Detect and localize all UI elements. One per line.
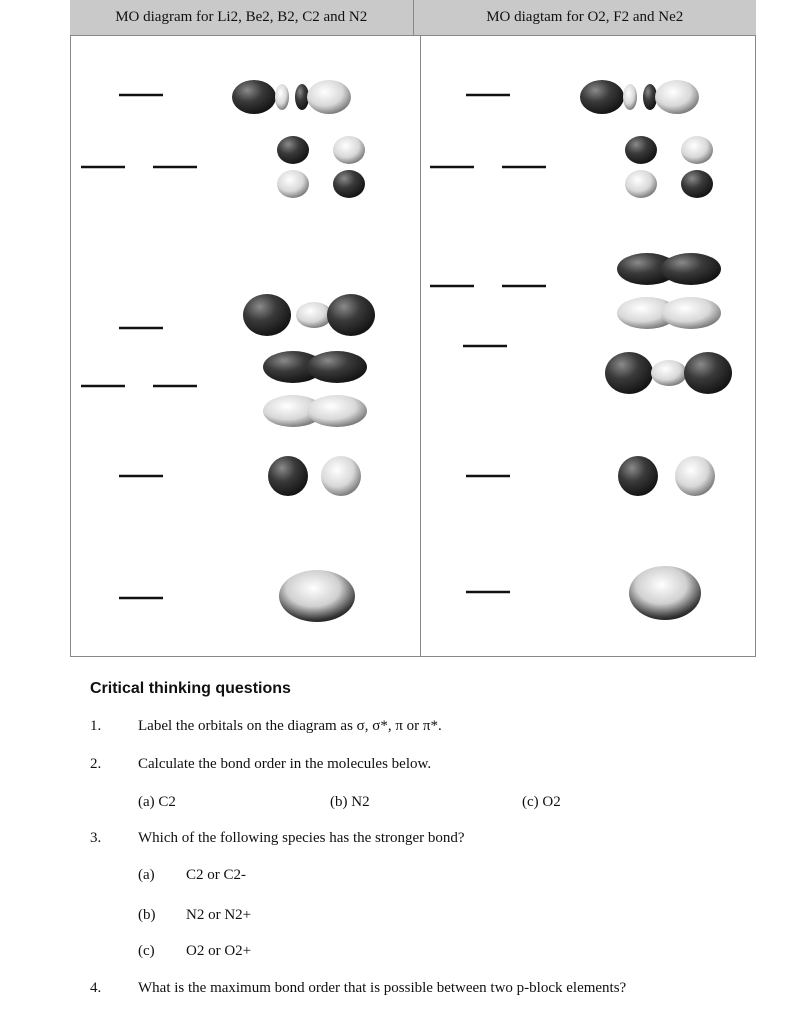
left-energy-levels (81, 95, 197, 598)
question-text: Which of the following species has the stronger bond? (138, 830, 465, 846)
question-number: 3. (90, 830, 102, 846)
left-pi-star-2p-orbital (277, 136, 365, 198)
q3-part-b-label: (b) (138, 907, 156, 923)
question-number: 1. (90, 718, 102, 734)
q2-part-b: (b) N2 (330, 794, 370, 810)
right-energy-levels (430, 95, 546, 592)
left-header-text: MO diagram for Li2, Be2, B2, C2 and N2 (115, 9, 368, 25)
right-sigma-star-2p-orbital (580, 80, 699, 114)
q2-part-a: (a) C2 (138, 794, 176, 810)
q3-part-a-text: C2 or C2- (186, 867, 246, 883)
orbital-diagram (71, 36, 755, 656)
mo-diagram-table (70, 0, 756, 657)
left-column-header (70, 0, 414, 35)
right-sigma-star-2s-orbital (618, 456, 715, 496)
left-sigma-star-2p-orbital (232, 80, 351, 114)
q3-part-c-text: O2 or O2+ (186, 943, 252, 959)
left-sigma-2s-orbital (279, 570, 355, 622)
question-text: Label the orbitals on the diagram as σ, σ*, π or π*. (138, 718, 442, 734)
right-header-text: MO diagtam for O2, F2 and Ne2 (486, 9, 684, 25)
right-pi-2p-orbital (617, 253, 721, 329)
table-body (70, 36, 756, 657)
section-title: Critical thinking questions (90, 680, 291, 697)
table-header-row (70, 0, 756, 36)
question-number: 4. (90, 980, 102, 996)
question-text: Calculate the bond order in the molecules below. (138, 756, 432, 772)
left-sigma-2p-orbital (243, 294, 375, 336)
right-sigma-2p-orbital (605, 352, 732, 394)
q3-part-b-text: N2 or N2+ (186, 907, 252, 923)
q3-part-c-label: (c) (138, 943, 155, 959)
left-pi-2p-orbital (263, 351, 367, 427)
question-number: 2. (90, 756, 102, 772)
q3-part-a-label: (a) (138, 867, 155, 883)
right-column-header (414, 0, 757, 35)
q2-part-c: (c) O2 (522, 794, 561, 810)
left-sigma-star-2s-orbital (268, 456, 361, 496)
question-text: What is the maximum bond order that is possible between two p-block elements? (138, 980, 627, 996)
right-pi-star-2p-orbital (625, 136, 713, 198)
right-sigma-2s-orbital (629, 566, 701, 620)
